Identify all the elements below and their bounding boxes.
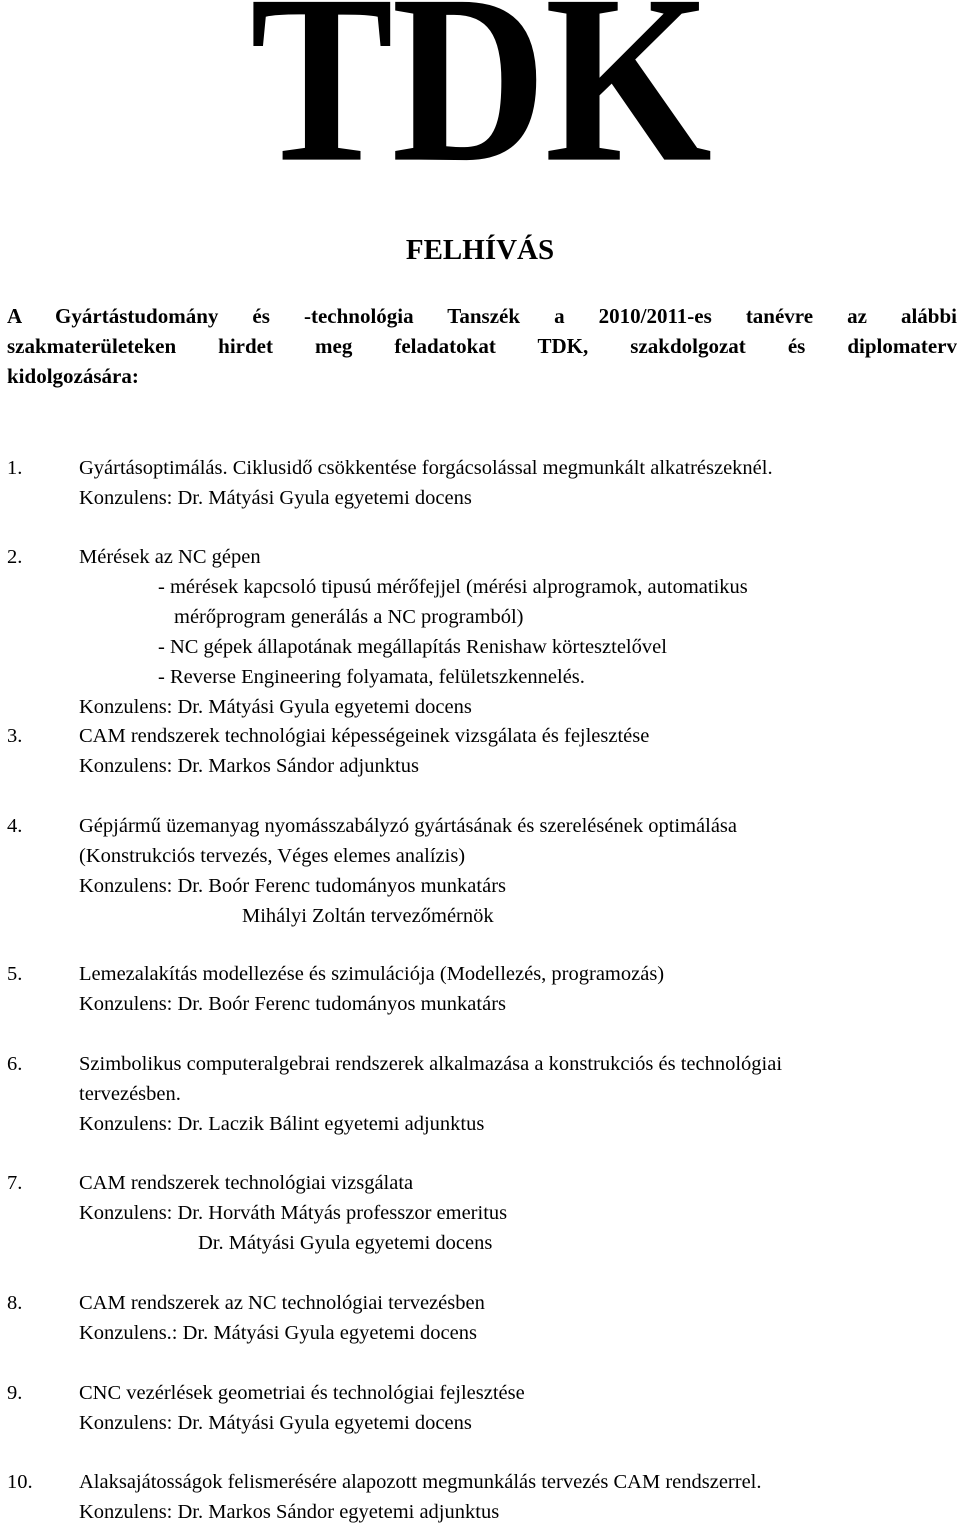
item-consultant: Konzulens: Dr. Laczik Bálint egyetemi adjunktus — [79, 1113, 485, 1135]
item-title: CAM rendszerek technológiai vizsgálata — [79, 1172, 414, 1194]
item-consultant: Konzulens: Dr. Markos Sándor adjunktus — [79, 755, 419, 777]
item-consultant: Konzulens: Dr. Mátyási Gyula egyetemi docens — [79, 1412, 472, 1434]
item-subpoint: - mérések kapcsoló tipusú mérőfejjel (mérési alprogramok, automatikus — [158, 576, 748, 598]
item-consultant: Mihályi Zoltán tervezőmérnök — [242, 905, 494, 927]
big-title: TDK — [250, 0, 710, 213]
item-consultant: Konzulens: Dr. Boór Ferenc tudományos munkatárs — [79, 993, 507, 1015]
item-consultant: Konzulens.: Dr. Mátyási Gyula egyetemi docens — [79, 1322, 477, 1344]
intro-line: A Gyártástudomány és -technológia Tanszék a 2010/2011-es tanévre az alábbi — [7, 304, 957, 328]
item-subpoint: - NC gépek állapotának megállapítás Renishaw körtesztelővel — [158, 636, 667, 658]
item-subpoint: mérőprogram generálás a NC programból) — [174, 606, 524, 628]
item-consultant: Konzulens: Dr. Boór Ferenc tudományos munkatárs — [79, 875, 507, 897]
intro-line: kidolgozására: — [7, 364, 139, 388]
item-number: 10. — [7, 1471, 33, 1493]
item-number: 9. — [7, 1382, 23, 1404]
item-title: CNC vezérlések geometriai és technológiai fejlesztése — [79, 1382, 525, 1404]
item-title-continued: (Konstrukciós tervezés, Véges elemes analízis) — [79, 845, 466, 867]
item-number: 7. — [7, 1172, 23, 1194]
item-title: Gépjármű üzemanyag nyomásszabályzó gyártásának és szerelésének optimálása — [79, 815, 738, 837]
item-title-continued: tervezésben. — [79, 1083, 181, 1105]
item-title: Alaksajátosságok felismerésére alapozott megmunkálás tervezés CAM rendszerrel. — [79, 1471, 762, 1493]
item-title: CAM rendszerek az NC technológiai tervezésben — [79, 1292, 485, 1314]
item-number: 1. — [7, 457, 23, 479]
item-title: Mérések az NC gépen — [79, 546, 261, 568]
item-number: 8. — [7, 1292, 23, 1314]
item-title: Lemezalakítás modellezése és szimulációja (Modellezés, programozás) — [79, 963, 665, 985]
item-subpoint: - Reverse Engineering folyamata, felületszkennelés. — [158, 666, 585, 688]
item-consultant: Konzulens: Dr. Markos Sándor egyetemi adjunktus — [79, 1501, 500, 1523]
item-consultant: Konzulens: Dr. Horváth Mátyás professzor emeritus — [79, 1202, 508, 1224]
item-consultant: Dr. Mátyási Gyula egyetemi docens — [198, 1232, 493, 1254]
intro-paragraph — [7, 301, 957, 391]
intro-line: szakmaterületeken hirdet meg feladatokat TDK, szakdolgozat és diplomaterv — [7, 334, 957, 358]
item-number: 3. — [7, 725, 23, 747]
item-number: 5. — [7, 963, 23, 985]
item-number: 2. — [7, 546, 23, 568]
item-number: 6. — [7, 1053, 23, 1075]
item-consultant: Konzulens: Dr. Mátyási Gyula egyetemi docens — [79, 696, 472, 718]
item-title: CAM rendszerek technológiai képességeinek vizsgálata és fejlesztése — [79, 725, 650, 747]
page-heading: FELHÍVÁS — [405, 234, 555, 266]
item-consultant: Konzulens: Dr. Mátyási Gyula egyetemi docens — [79, 487, 472, 509]
item-title: Gyártásoptimálás. Ciklusidő csökkentése forgácsolással megmunkált alkatrészeknél. — [79, 457, 773, 479]
item-number: 4. — [7, 815, 23, 837]
item-title: Szimbolikus computeralgebrai rendszerek alkalmazása a konstrukciós és technológiai — [79, 1053, 783, 1075]
